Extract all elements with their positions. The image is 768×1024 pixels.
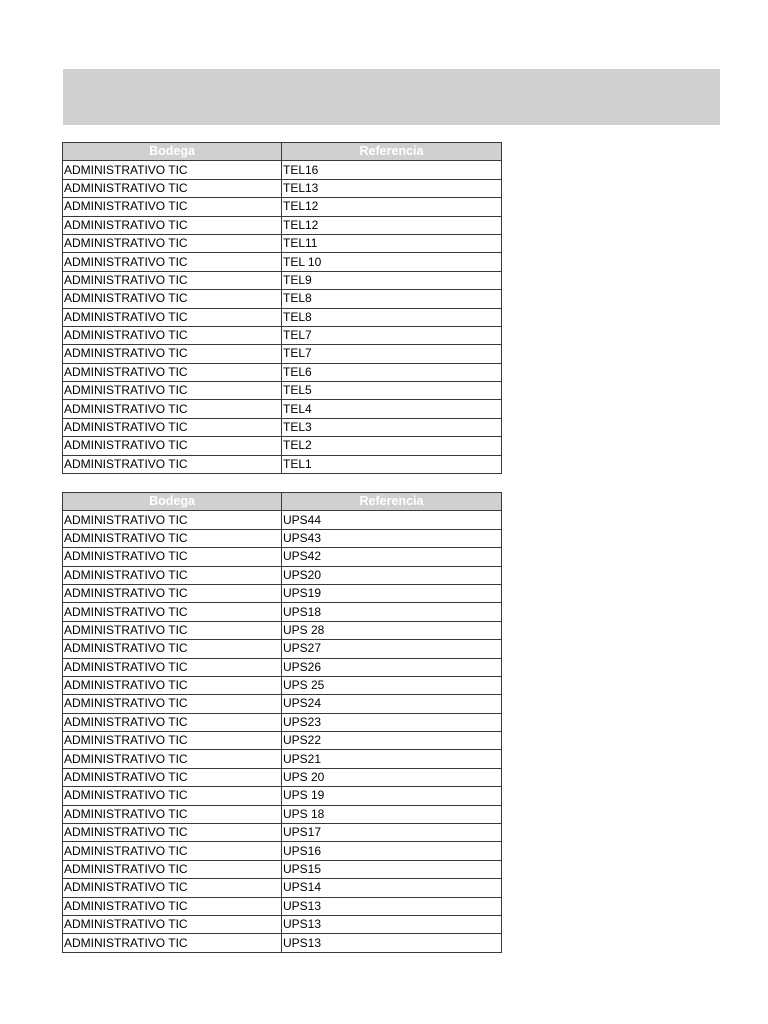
table-row bbox=[63, 566, 502, 584]
cell-bodega[interactable]: ADMINISTRATIVO TIC bbox=[63, 750, 282, 768]
table-row bbox=[63, 584, 502, 602]
cell-referencia[interactable]: UPS 20 bbox=[282, 768, 502, 786]
cell-referencia[interactable]: UPS18 bbox=[282, 603, 502, 621]
table-row bbox=[63, 787, 502, 805]
cell-referencia[interactable]: TEL16 bbox=[282, 161, 502, 179]
cell-referencia[interactable]: UPS24 bbox=[282, 695, 502, 713]
cell-bodega[interactable]: ADMINISTRATIVO TIC bbox=[63, 860, 282, 878]
cell-bodega[interactable]: ADMINISTRATIVO TIC bbox=[63, 234, 282, 252]
cell-referencia[interactable]: TEL8 bbox=[282, 290, 502, 308]
table-row bbox=[63, 676, 502, 694]
cell-bodega[interactable]: ADMINISTRATIVO TIC bbox=[63, 179, 282, 197]
cell-referencia[interactable]: TEL12 bbox=[282, 198, 502, 216]
cell-bodega[interactable]: ADMINISTRATIVO TIC bbox=[63, 915, 282, 933]
table-row bbox=[63, 548, 502, 566]
cell-bodega[interactable]: ADMINISTRATIVO TIC bbox=[63, 161, 282, 179]
cell-referencia[interactable]: UPS15 bbox=[282, 860, 502, 878]
cell-bodega[interactable]: ADMINISTRATIVO TIC bbox=[63, 253, 282, 271]
cell-bodega[interactable]: ADMINISTRATIVO TIC bbox=[63, 787, 282, 805]
cell-referencia[interactable]: TEL2 bbox=[282, 437, 502, 455]
cell-bodega[interactable]: ADMINISTRATIVO TIC bbox=[63, 621, 282, 639]
cell-bodega[interactable]: ADMINISTRATIVO TIC bbox=[63, 640, 282, 658]
cell-bodega[interactable]: ADMINISTRATIVO TIC bbox=[63, 934, 282, 952]
cell-referencia[interactable]: UPS23 bbox=[282, 713, 502, 731]
table-row bbox=[63, 179, 502, 197]
table-row bbox=[63, 860, 502, 878]
cell-bodega[interactable]: ADMINISTRATIVO TIC bbox=[63, 455, 282, 473]
table-row bbox=[63, 198, 502, 216]
cell-referencia[interactable]: UPS13 bbox=[282, 934, 502, 952]
cell-bodega[interactable]: ADMINISTRATIVO TIC bbox=[63, 290, 282, 308]
table-row bbox=[63, 768, 502, 786]
header-band bbox=[63, 69, 720, 125]
table-row bbox=[63, 897, 502, 915]
cell-referencia[interactable]: UPS44 bbox=[282, 511, 502, 529]
table-row bbox=[63, 216, 502, 234]
table-row bbox=[63, 934, 502, 952]
table-row bbox=[63, 695, 502, 713]
table-row bbox=[63, 400, 502, 418]
table-row bbox=[63, 621, 502, 639]
cell-referencia[interactable]: UPS13 bbox=[282, 915, 502, 933]
cell-referencia[interactable]: TEL13 bbox=[282, 179, 502, 197]
table-row bbox=[63, 713, 502, 731]
cell-referencia[interactable]: UPS19 bbox=[282, 584, 502, 602]
cell-bodega[interactable]: ADMINISTRATIVO TIC bbox=[63, 695, 282, 713]
cell-referencia[interactable]: TEL8 bbox=[282, 308, 502, 326]
table-row bbox=[63, 824, 502, 842]
cell-referencia[interactable]: TEL6 bbox=[282, 363, 502, 381]
table-header-row bbox=[63, 143, 502, 161]
cell-bodega[interactable]: ADMINISTRATIVO TIC bbox=[63, 658, 282, 676]
table-row bbox=[63, 511, 502, 529]
cell-bodega[interactable]: ADMINISTRATIVO TIC bbox=[63, 768, 282, 786]
table-row bbox=[63, 161, 502, 179]
cell-referencia[interactable]: TEL4 bbox=[282, 400, 502, 418]
table-row bbox=[63, 271, 502, 289]
cell-referencia[interactable]: TEL5 bbox=[282, 382, 502, 400]
cell-bodega[interactable]: ADMINISTRATIVO TIC bbox=[63, 418, 282, 436]
cell-referencia[interactable]: TEL3 bbox=[282, 418, 502, 436]
table-row bbox=[63, 326, 502, 344]
table-row bbox=[63, 308, 502, 326]
table-row bbox=[63, 658, 502, 676]
cell-referencia[interactable]: UPS26 bbox=[282, 658, 502, 676]
cell-referencia[interactable]: UPS 25 bbox=[282, 676, 502, 694]
cell-bodega[interactable]: ADMINISTRATIVO TIC bbox=[63, 363, 282, 381]
cell-referencia[interactable]: UPS17 bbox=[282, 824, 502, 842]
table-row bbox=[63, 345, 502, 363]
cell-referencia[interactable]: UPS 19 bbox=[282, 787, 502, 805]
cell-bodega[interactable]: ADMINISTRATIVO TIC bbox=[63, 382, 282, 400]
cell-referencia[interactable]: TEL 10 bbox=[282, 253, 502, 271]
table-row bbox=[63, 253, 502, 271]
table-row bbox=[63, 750, 502, 768]
tel-inventory-table bbox=[62, 142, 502, 474]
cell-referencia[interactable]: TEL7 bbox=[282, 345, 502, 363]
table-row bbox=[63, 879, 502, 897]
table-row bbox=[63, 382, 502, 400]
table-row bbox=[63, 805, 502, 823]
cell-referencia[interactable]: UPS27 bbox=[282, 640, 502, 658]
table-row bbox=[63, 290, 502, 308]
cell-bodega[interactable]: ADMINISTRATIVO TIC bbox=[63, 198, 282, 216]
cell-referencia[interactable]: TEL1 bbox=[282, 455, 502, 473]
cell-bodega[interactable]: ADMINISTRATIVO TIC bbox=[63, 897, 282, 915]
cell-bodega[interactable]: ADMINISTRATIVO TIC bbox=[63, 511, 282, 529]
cell-referencia[interactable]: TEL9 bbox=[282, 271, 502, 289]
cell-bodega[interactable]: ADMINISTRATIVO TIC bbox=[63, 308, 282, 326]
ups-inventory-table bbox=[62, 492, 502, 953]
table-row bbox=[63, 363, 502, 381]
cell-bodega[interactable]: ADMINISTRATIVO TIC bbox=[63, 879, 282, 897]
table-row bbox=[63, 603, 502, 621]
cell-referencia[interactable]: UPS42 bbox=[282, 548, 502, 566]
table-row bbox=[63, 418, 502, 436]
cell-bodega[interactable]: ADMINISTRATIVO TIC bbox=[63, 216, 282, 234]
table-header-row bbox=[63, 493, 502, 511]
cell-referencia[interactable]: UPS21 bbox=[282, 750, 502, 768]
cell-bodega[interactable]: ADMINISTRATIVO TIC bbox=[63, 584, 282, 602]
table-row bbox=[63, 842, 502, 860]
table-row bbox=[63, 732, 502, 750]
table-row bbox=[63, 915, 502, 933]
cell-referencia[interactable]: UPS14 bbox=[282, 879, 502, 897]
cell-referencia[interactable]: UPS13 bbox=[282, 897, 502, 915]
table-row bbox=[63, 455, 502, 473]
table-row bbox=[63, 437, 502, 455]
cell-bodega[interactable]: ADMINISTRATIVO TIC bbox=[63, 345, 282, 363]
cell-referencia[interactable]: UPS 18 bbox=[282, 805, 502, 823]
cell-bodega[interactable]: ADMINISTRATIVO TIC bbox=[63, 732, 282, 750]
cell-referencia[interactable]: TEL11 bbox=[282, 234, 502, 252]
column-header-bodega[interactable]: Bodega bbox=[63, 493, 282, 511]
cell-bodega[interactable]: ADMINISTRATIVO TIC bbox=[63, 529, 282, 547]
cell-bodega[interactable]: ADMINISTRATIVO TIC bbox=[63, 824, 282, 842]
cell-referencia[interactable]: TEL12 bbox=[282, 216, 502, 234]
cell-bodega[interactable]: ADMINISTRATIVO TIC bbox=[63, 713, 282, 731]
cell-referencia[interactable]: UPS 28 bbox=[282, 621, 502, 639]
cell-referencia[interactable]: UPS20 bbox=[282, 566, 502, 584]
cell-bodega[interactable]: ADMINISTRATIVO TIC bbox=[63, 437, 282, 455]
table-row bbox=[63, 529, 502, 547]
cell-bodega[interactable]: ADMINISTRATIVO TIC bbox=[63, 548, 282, 566]
cell-bodega[interactable]: ADMINISTRATIVO TIC bbox=[63, 805, 282, 823]
cell-bodega[interactable]: ADMINISTRATIVO TIC bbox=[63, 326, 282, 344]
column-header-bodega[interactable]: Bodega bbox=[63, 143, 282, 161]
cell-bodega[interactable]: ADMINISTRATIVO TIC bbox=[63, 842, 282, 860]
column-header-referencia[interactable]: Referencia bbox=[282, 143, 502, 161]
cell-referencia[interactable]: UPS22 bbox=[282, 732, 502, 750]
cell-referencia[interactable]: UPS16 bbox=[282, 842, 502, 860]
table-row bbox=[63, 640, 502, 658]
cell-bodega[interactable]: ADMINISTRATIVO TIC bbox=[63, 676, 282, 694]
cell-referencia[interactable]: UPS43 bbox=[282, 529, 502, 547]
column-header-referencia[interactable]: Referencia bbox=[282, 493, 502, 511]
table-row bbox=[63, 234, 502, 252]
cell-bodega[interactable]: ADMINISTRATIVO TIC bbox=[63, 271, 282, 289]
cell-referencia[interactable]: TEL7 bbox=[282, 326, 502, 344]
cell-bodega[interactable]: ADMINISTRATIVO TIC bbox=[63, 400, 282, 418]
cell-bodega[interactable]: ADMINISTRATIVO TIC bbox=[63, 566, 282, 584]
cell-bodega[interactable]: ADMINISTRATIVO TIC bbox=[63, 603, 282, 621]
